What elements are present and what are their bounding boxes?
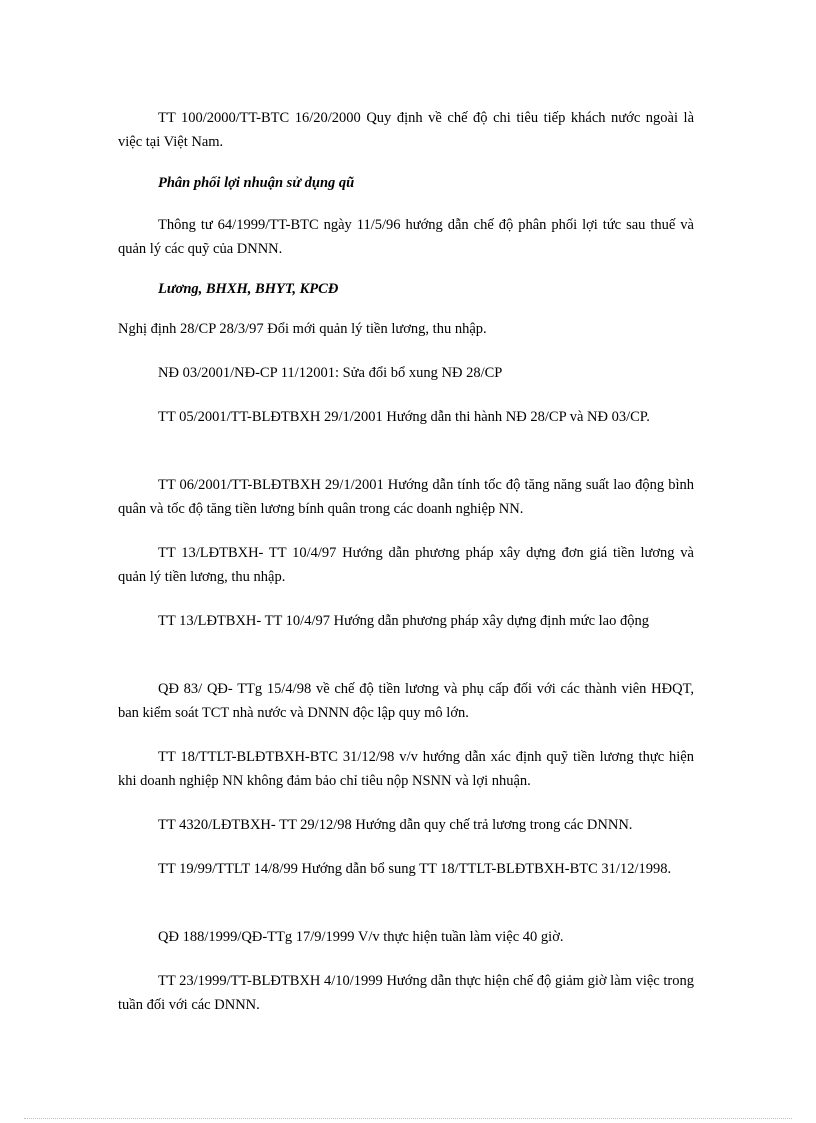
paragraph-nd-03-2001: NĐ 03/2001/NĐ-CP 11/12001: Sửa đổi bổ xung NĐ 28/CP (158, 365, 503, 381)
paragraph-qd-83: QĐ 83/ QĐ- TTg 15/4/98 về chế độ tiền lương và phụ cấp đối với các thành viên HĐQT, ban kiểm soát TCT nhà nước và DNNN độc lập quy mô lớn. (118, 681, 694, 721)
paragraph-tt-64-1999: Thông tư 64/1999/TT-BTC ngày 11/5/96 hướng dẫn chế độ phân phối lợi tức sau thuế và quản lý các quỹ của DNNN. (118, 217, 694, 257)
paragraph-tt-13-dinh-muc: TT 13/LĐTBXH- TT 10/4/97 Hướng dẫn phương pháp xây dựng định mức lao động (158, 613, 649, 629)
page-bottom-divider (24, 1118, 792, 1119)
paragraph-tt-05-2001: TT 05/2001/TT-BLĐTBXH 29/1/2001 Hướng dẫn thi hành NĐ 28/CP và NĐ 03/CP. (158, 409, 650, 425)
paragraph-tt-06-2001: TT 06/2001/TT-BLĐTBXH 29/1/2001 Hướng dẫn tính tốc độ tăng năng suất lao động bình quân và tốc độ tăng tiền lương bính quân trong các doanh nghiệp NN. (118, 477, 694, 517)
paragraph-tt-19-99: TT 19/99/TTLT 14/8/99 Hướng dẫn bổ sung TT 18/TTLT-BLĐTBXH-BTC 31/12/1998. (158, 861, 672, 877)
paragraph-qd-188: QĐ 188/1999/QĐ-TTg 17/9/1999 V/v thực hiện tuần làm việc 40 giờ. (158, 929, 564, 945)
paragraph-tt-13-don-gia: TT 13/LĐTBXH- TT 10/4/97 Hướng dẫn phương pháp xây dựng đơn giá tiền lương và quản lý tiền lương, thu nhập. (118, 545, 694, 585)
paragraph-tt-18-ttlt: TT 18/TTLT-BLĐTBXH-BTC 31/12/98 v/v hướng dẫn xác định quỹ tiền lương thực hiện khi doanh nghiệp NN không đảm bảo chỉ tiêu nộp NSNN và lợi nhuận. (118, 749, 694, 789)
paragraph-tt-23-1999: TT 23/1999/TT-BLĐTBXH 4/10/1999 Hướng dẫn thực hiện chế độ giảm giờ làm việc trong tuần đối với các DNNN. (118, 973, 694, 1013)
paragraph-tt-100-2000: TT 100/2000/TT-BTC 16/20/2000 Quy định về chế độ chi tiêu tiếp khách nước ngoài là việc tại Việt Nam. (118, 110, 694, 150)
heading-profit-distribution: Phân phối lợi nhuận sử dụng qũ (158, 175, 355, 191)
paragraph-nd-28-cp: Nghị định 28/CP 28/3/97 Đổi mới quản lý tiền lương, thu nhập. (118, 321, 487, 337)
paragraph-tt-4320: TT 4320/LĐTBXH- TT 29/12/98 Hướng dẫn quy chế trả lương trong các DNNN. (158, 817, 633, 833)
heading-salary-insurance: Lương, BHXH, BHYT, KPCĐ (158, 281, 339, 297)
